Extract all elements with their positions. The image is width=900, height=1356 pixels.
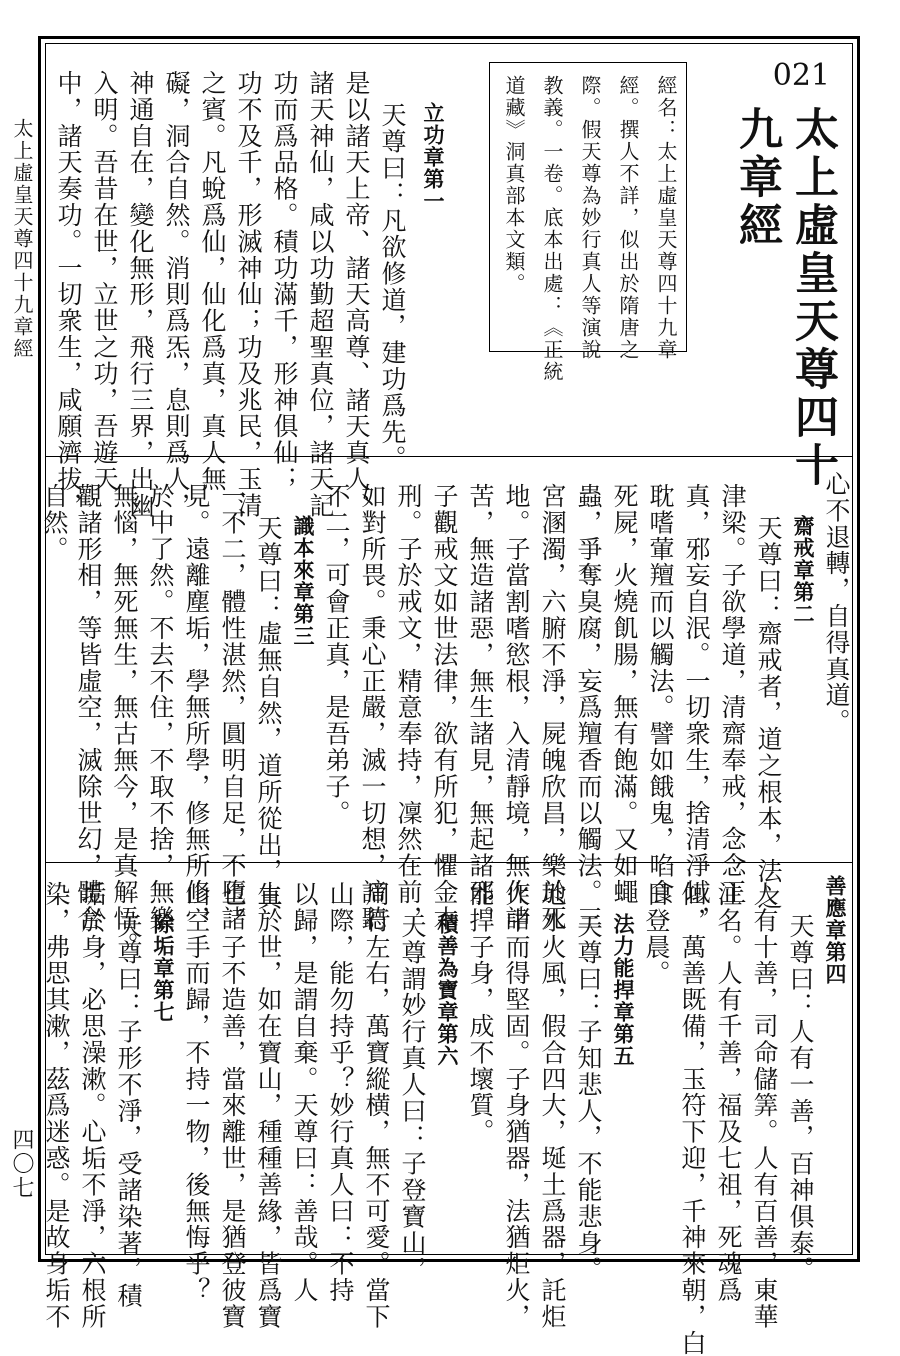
- text-line: 礙，洞合自然。消則爲炁，息則爲人，: [162, 70, 191, 519]
- text-line: 天尊曰：子知悲人，不能悲身。: [574, 913, 603, 1283]
- page-number: 四〇七: [9, 1128, 34, 1200]
- text-line: 真，邪妄自泯。一切衆生，捨清淨域，: [682, 483, 711, 932]
- band-upper: [46, 44, 852, 519]
- text-line: 蟲，爭奪臭腐，妄爲羶香而以觸法。三: [574, 483, 603, 932]
- text-line: 是以諸天上帝、諸天高尊、諸天真人、: [342, 70, 371, 519]
- text-line: 日登晨。: [642, 881, 671, 987]
- text-line: 不二，可會正真，是吾弟子。: [322, 483, 351, 827]
- inner-frame: [40, 43, 853, 1356]
- text-line: 天尊曰：子形不淨，受諸染著，積: [114, 913, 143, 1309]
- text-line: 神通自在，變化無形，飛行三界，出幽: [126, 70, 155, 519]
- text-line: 子觀戒文如世法律，欲有所犯，懼金木: [430, 483, 459, 932]
- text-line: 宮溷濁，六腑不淨，屍魄欣昌，樂於死: [538, 483, 567, 932]
- text-line: 山際，能勿持乎？妙行真人曰：不持: [326, 881, 355, 1304]
- text-line: 垢於身，必思澡漱。心垢不淨，六根所: [78, 881, 107, 1330]
- text-line: 人有十善，司命儲筭。人有百善，東華: [750, 881, 779, 1330]
- text-line: 耽嗜葷羶而以觸法。譬如餓鬼，啗食: [646, 483, 675, 906]
- chapter-heading-2: 齋戒章第二: [791, 515, 815, 625]
- text-line: 刑。子於戒文，精意奉持，凜然在前，: [394, 483, 423, 932]
- text-line: 死屍，火燒飢腸，無有飽滿。又如蠅: [610, 483, 639, 906]
- text-number: 021: [772, 58, 830, 93]
- running-title: 太上虛皇天尊四十九章經: [10, 118, 34, 360]
- text-line: 觀諸形相，等皆虛空，滅除世幻，體合: [74, 483, 103, 932]
- text-line: 火中而得堅固。子身猶器，法猶炬火，: [502, 881, 531, 1330]
- text-line: 於中了然。不去不住，不取不捨，無樂: [146, 483, 175, 932]
- text-line: 地水火風，假合四大，埏土爲器，託炬: [538, 881, 567, 1330]
- text-line: 以歸，是謂自棄。天尊曰：善哉。人: [290, 881, 319, 1304]
- text-line: 能捍子身，成不壞質。: [466, 881, 495, 1145]
- text-line: 注名。人有千善，福及七祖，死魂爲: [714, 881, 743, 1304]
- text-line: 生於世，如在寶山，種種善緣，皆爲寶: [254, 881, 283, 1330]
- info-line: 經。撰人不詳，似出於隋唐之: [616, 75, 640, 361]
- text-line: 地。子當割嗜慾根，入清靜境，無作諸: [502, 483, 531, 932]
- info-line: 道藏》洞真部本文類。: [502, 75, 526, 295]
- info-line: 際。假天尊為妙行真人等演說: [578, 75, 602, 361]
- chapter-heading-5: 法力能捍章第五: [611, 913, 635, 1067]
- text-line: 天尊曰：虛無自然，道所從出，真: [254, 515, 283, 911]
- chapter-heading-7: 除垢章第七: [151, 913, 175, 1023]
- chapter-heading-4: 善應章第四: [823, 875, 847, 985]
- info-box: [489, 62, 687, 383]
- text-line: 功不及千，形滅神仙；功及兆民，玉清: [234, 70, 263, 519]
- text-line: 心不退轉，自得真道。: [822, 471, 851, 735]
- text-line: 染，弗思其漱，茲爲迷惑。是故身垢不: [42, 881, 71, 1330]
- chapter-heading-1: 立功章第一: [421, 102, 445, 212]
- text-line: 一不二，體性湛然，圓明自足，不墮諸: [218, 483, 247, 932]
- band-lower: [42, 863, 852, 1356]
- text-line: 之賓。凡蛻爲仙，仙化爲真，真人無: [198, 70, 227, 493]
- text-line: 津梁。子欲學道，清齋奉戒，念念正: [718, 483, 747, 906]
- text-line: 苦，無造諸惡，無生諸見，無起諸邪。: [466, 483, 495, 932]
- text-line: 周行左右，萬寶縱横，無不可愛。當下: [362, 881, 391, 1330]
- text-line: 山空手而歸，不持一物，後無悔乎？: [182, 881, 211, 1304]
- text-line: 中，諸天奏功。一切衆生，咸願濟拔，: [54, 70, 83, 519]
- chapter-heading-3: 識本來章第三: [291, 515, 315, 647]
- page-frame: [38, 36, 860, 1356]
- info-line: 經名：太上虛皇天尊四十九章: [654, 75, 678, 361]
- text-line: 天尊曰：齋戒者，道之根本，法之: [754, 515, 783, 911]
- title-line-2: 九章經: [731, 106, 782, 250]
- text-line: 自然。: [40, 483, 69, 563]
- text-line: 也。子不造善，當來離世，是猶登彼寶: [218, 881, 247, 1330]
- text-line: 仙，萬善既備，玉符下迎，千神來朝，白: [678, 881, 707, 1356]
- text-line: 天尊曰：凡欲修道，建功爲先。: [378, 102, 407, 472]
- chapter-heading-6: 積善為寶章第六: [435, 913, 459, 1067]
- text-line: 見。遠離塵垢，學無所學，修無所修，: [182, 483, 211, 932]
- text-line: 如對所畏。秉心正嚴，滅一切想，諦聽: [358, 483, 387, 932]
- text-line: 無惱，無死無生，無古無今，是真解悟。: [110, 483, 139, 959]
- text-line: 功而爲品格。積功滿千，形神俱仙；: [270, 70, 299, 493]
- text-line: 諸天神仙，咸以功勤超聖真位，諸天記: [306, 70, 335, 519]
- text-line: 天尊曰：人有一善，百神俱泰。: [786, 913, 815, 1283]
- info-line: 教義。一卷。底本出處：《正統: [540, 75, 564, 383]
- title-line-1: 太上虛皇天尊四十: [787, 106, 838, 490]
- text-line: 入明。吾昔在世，立世之功，吾遊天: [90, 70, 119, 493]
- text-line: 天尊謂妙行真人曰：子登寶山，: [398, 913, 427, 1283]
